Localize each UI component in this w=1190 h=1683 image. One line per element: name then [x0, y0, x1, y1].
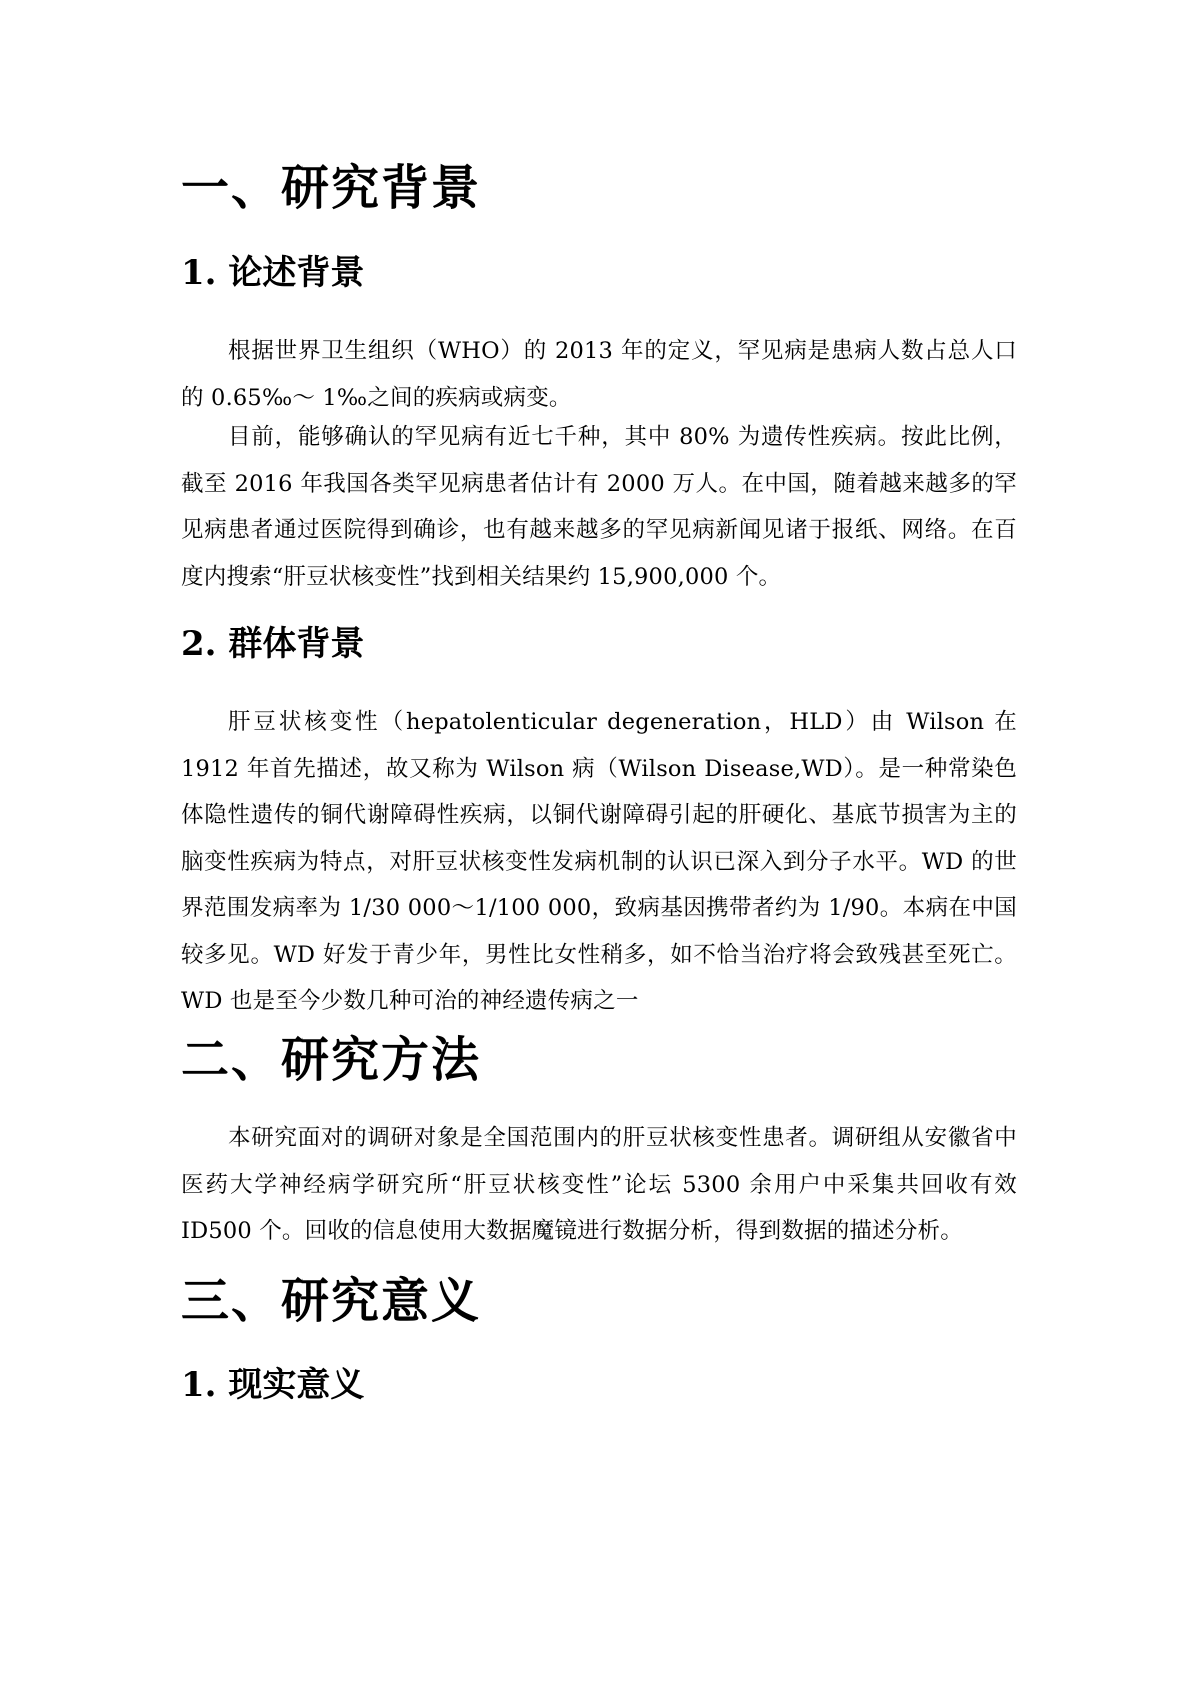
section-title-research-significance: 三、研究意义 — [181, 1273, 482, 1329]
paragraph-rare-disease-stats: 目前，能够确认的罕见病有近七千种，其中 80% 为遗传性疾病。按此比例，截至 2016 年我国各类罕见病患者估计有 2000 万人。在中国，随着越来越多的罕见病患者通过医院得到确诊，也有越来越多的罕见病新闻见诸于报纸、网络。在百度内搜索“肝豆状核变性”找到相关结果约 15,900,000 个。 — [181, 424, 1017, 590]
paragraph-research-methods: 本研究面对的调研对象是全国范围内的肝豆状核变性患者。调研组从安徽省中医药大学神经病学研究所“肝豆状核变性”论坛 5300 余用户中采集共回收有效 ID500 个。回收的信息使用大数据魔镜进行数据分析，得到数据的描述分析。 — [181, 1125, 1017, 1244]
paragraph-hld-description: 肝豆状核变性（hepatolenticular degeneration，HLD）由 Wilson 在 1912 年首先描述，故又称为 Wilson 病（Wilson Disease,WD）。是一种常染色体隐性遗传的铜代谢障碍性疾病，以铜代谢障碍引起的肝硬化、基底节损害为主的脑变性疾病为特点，对肝豆状核变性发病机制的认识已深入到分子水平。WD 的世界范围发病率为 1/30 000～1/100 000，致病基因携带者约为 1/90。本病在中国较多见。WD 好发于青少年，男性比女性稍多，如不恰当治疗将会致残甚至死亡。WD 也是至今少数几种可治的神经遗传病之一 — [181, 709, 1017, 1014]
paragraph-who-definition: 根据世界卫生组织（WHO）的 2013 年的定义，罕见病是患病人数占总人口的 0.65‰～ 1‰之间的疾病或病变。 — [181, 338, 1017, 411]
subsection-title-discussion-background: 1. 论述背景 — [181, 253, 365, 293]
section-title-research-methods: 二、研究方法 — [181, 1032, 482, 1088]
subsection-title-practical-significance: 1. 现实意义 — [181, 1365, 365, 1405]
subsection-title-group-background: 2. 群体背景 — [181, 624, 365, 664]
section-title-research-background: 一、研究背景 — [181, 160, 482, 216]
